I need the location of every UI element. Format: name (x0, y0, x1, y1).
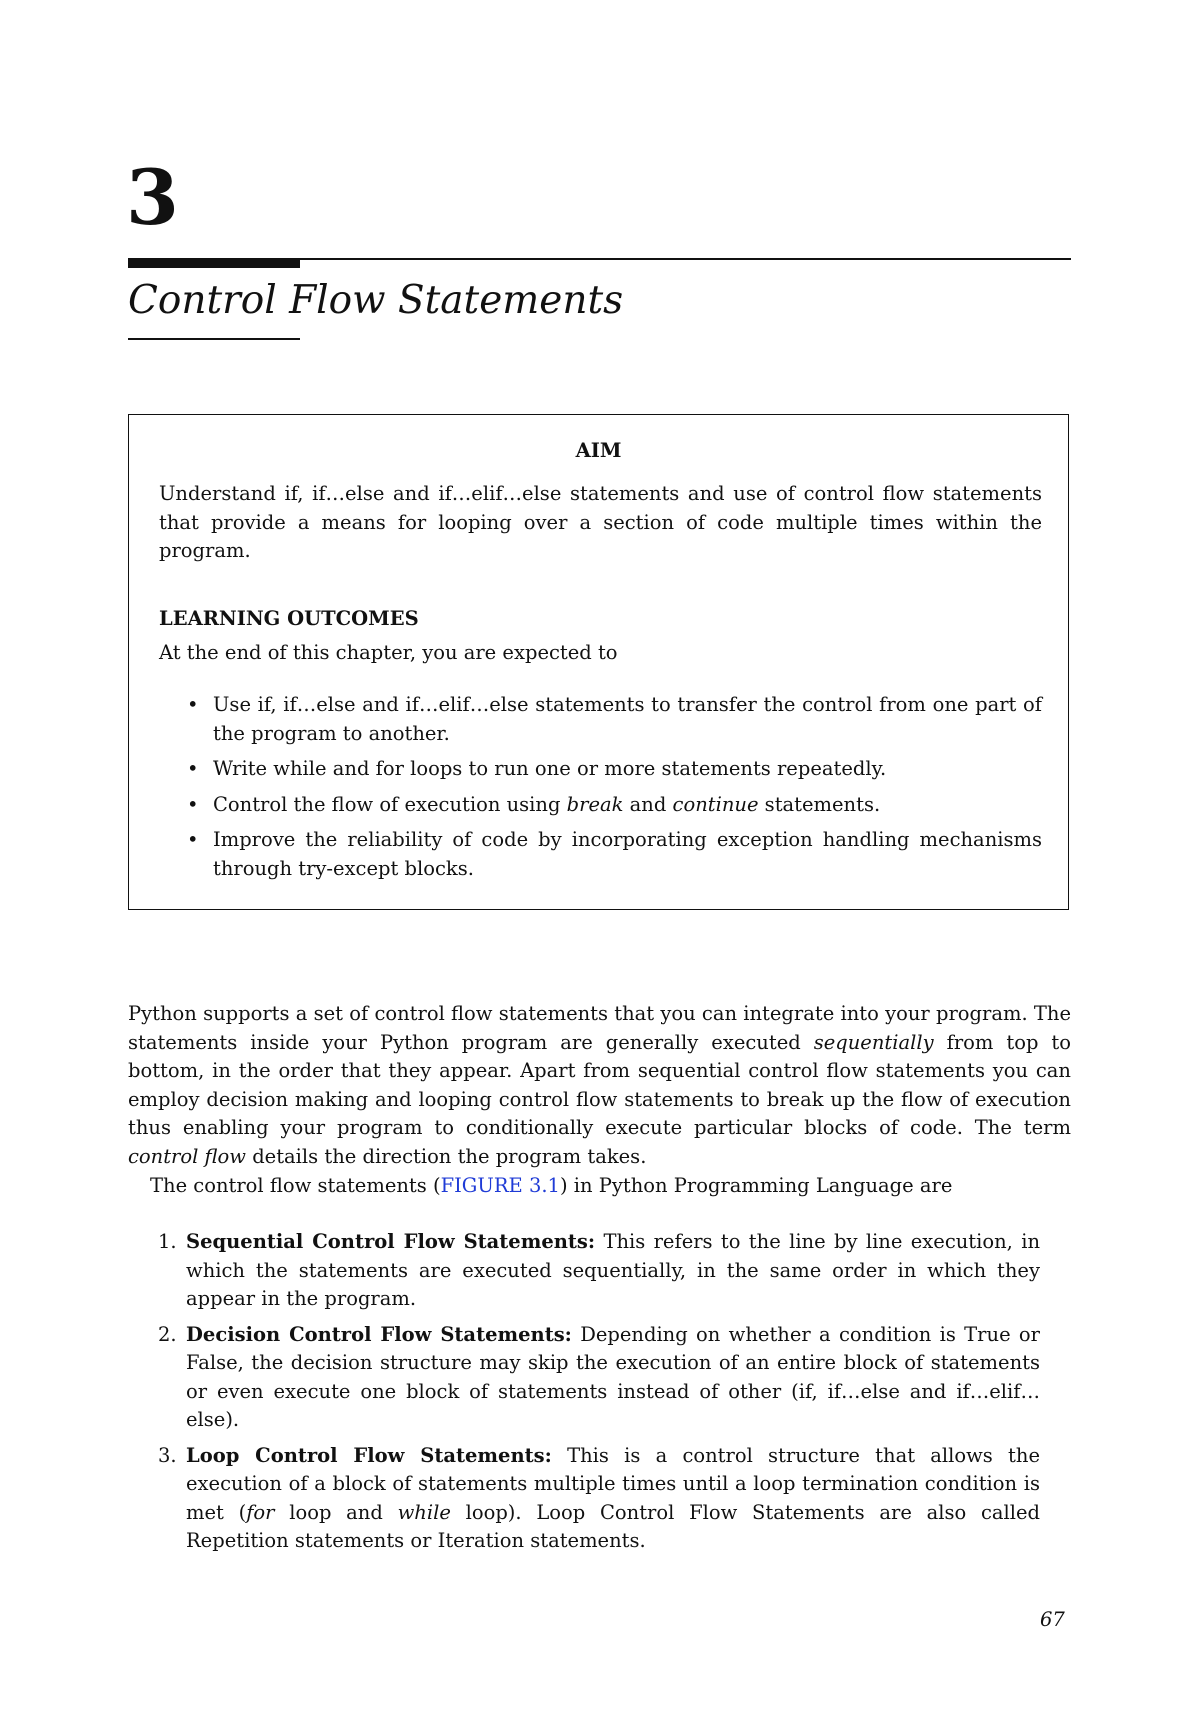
paragraph-text: ) in Python Programming Language are (559, 1174, 953, 1197)
paragraph-text: Python supports a set of control flow statements that you can integrate into your program. The statements inside your Python program are generally executed (128, 1002, 1071, 1054)
aim-heading: AIM (575, 439, 622, 462)
keyword-while: while (397, 1500, 451, 1524)
aim-text: Understand if, if…else and if…elif…else statements and use of control flow statements that provide a means for looping over a section of code multiple times within the program. (159, 482, 1042, 562)
learning-outcomes-heading: LEARNING OUTCOMES (159, 607, 419, 630)
figure-reference-paragraph (150, 1172, 1071, 1201)
keyword-break: break (566, 792, 624, 816)
list-item (158, 1321, 1040, 1435)
title-underline (128, 338, 300, 340)
item-number: 3. (158, 1443, 177, 1467)
outcome-text: and (623, 792, 673, 816)
page-number: 67 (1040, 1608, 1065, 1631)
paragraph-text: The control flow statements ( (150, 1174, 441, 1197)
outcome-item (185, 791, 1042, 820)
item-text: loop). Loop Control Flow Statements are also called Repetition statements or Iteration statements. (186, 1500, 1040, 1552)
emphasis: control flow (128, 1144, 246, 1168)
keyword-for: for (246, 1500, 275, 1524)
item-term: Decision Control Flow Statements: (186, 1322, 572, 1346)
item-term: Sequential Control Flow Statements: (186, 1230, 596, 1253)
list-item (158, 1228, 1040, 1314)
list-item (158, 1442, 1040, 1556)
paragraph-text: from top to bottom, in the order that they appear. Apart from sequential control flow statements you can employ decision making and looping control flow statements to break up the flow of execution thus enabling your program to conditionally execute particular blocks of code. The term (128, 1030, 1072, 1139)
item-number: 2. (158, 1322, 177, 1346)
chapter-title: Control Flow Statements (128, 278, 624, 323)
outcome-item: • Use if, if…else and if…elif…else statements to transfer the control from one part of the program to another. (185, 691, 1042, 748)
aim-box (128, 414, 1069, 910)
control-flow-types-list (158, 1228, 1040, 1563)
outcome-text: statements. (758, 792, 881, 816)
figure-link[interactable]: FIGURE 3.1 (440, 1174, 560, 1197)
keyword-continue: continue (672, 792, 759, 816)
item-text: loop and (274, 1500, 398, 1524)
item-text: This is a control structure that allows the execution of a block of statements multiple times until a loop termination condition is met ( (186, 1443, 1040, 1524)
outcome-item: • Write while and for loops to run one or more statements repeatedly. (185, 755, 1042, 784)
intro-paragraph (128, 1000, 1071, 1171)
chapter-number: 3 (126, 153, 179, 242)
learning-outcomes-intro: At the end of this chapter, you are expected to (159, 641, 618, 664)
item-text: This refers to the line by line execution, in which the statements are executed sequentially, in the same order in which they appear in the program. (186, 1230, 1040, 1310)
emphasis: sequentially (813, 1030, 934, 1054)
outcome-item: • Improve the reliability of code by incorporating exception handling mechanisms through try-except blocks. (185, 826, 1042, 883)
item-term: Loop Control Flow Statements: (186, 1443, 552, 1467)
learning-outcomes-list (185, 691, 1042, 890)
item-text: Depending on whether a condition is True or False, the decision structure may skip the execution of an entire block of statements or even execute one block of statements instead of other (if, if…else and if…elif…else). (186, 1322, 1040, 1431)
outcome-text: Control the flow of execution using (213, 792, 567, 816)
paragraph-text: details the direction the program takes. (246, 1144, 647, 1168)
chapter-rule-accent (128, 258, 300, 268)
item-number: 1. (158, 1230, 177, 1253)
